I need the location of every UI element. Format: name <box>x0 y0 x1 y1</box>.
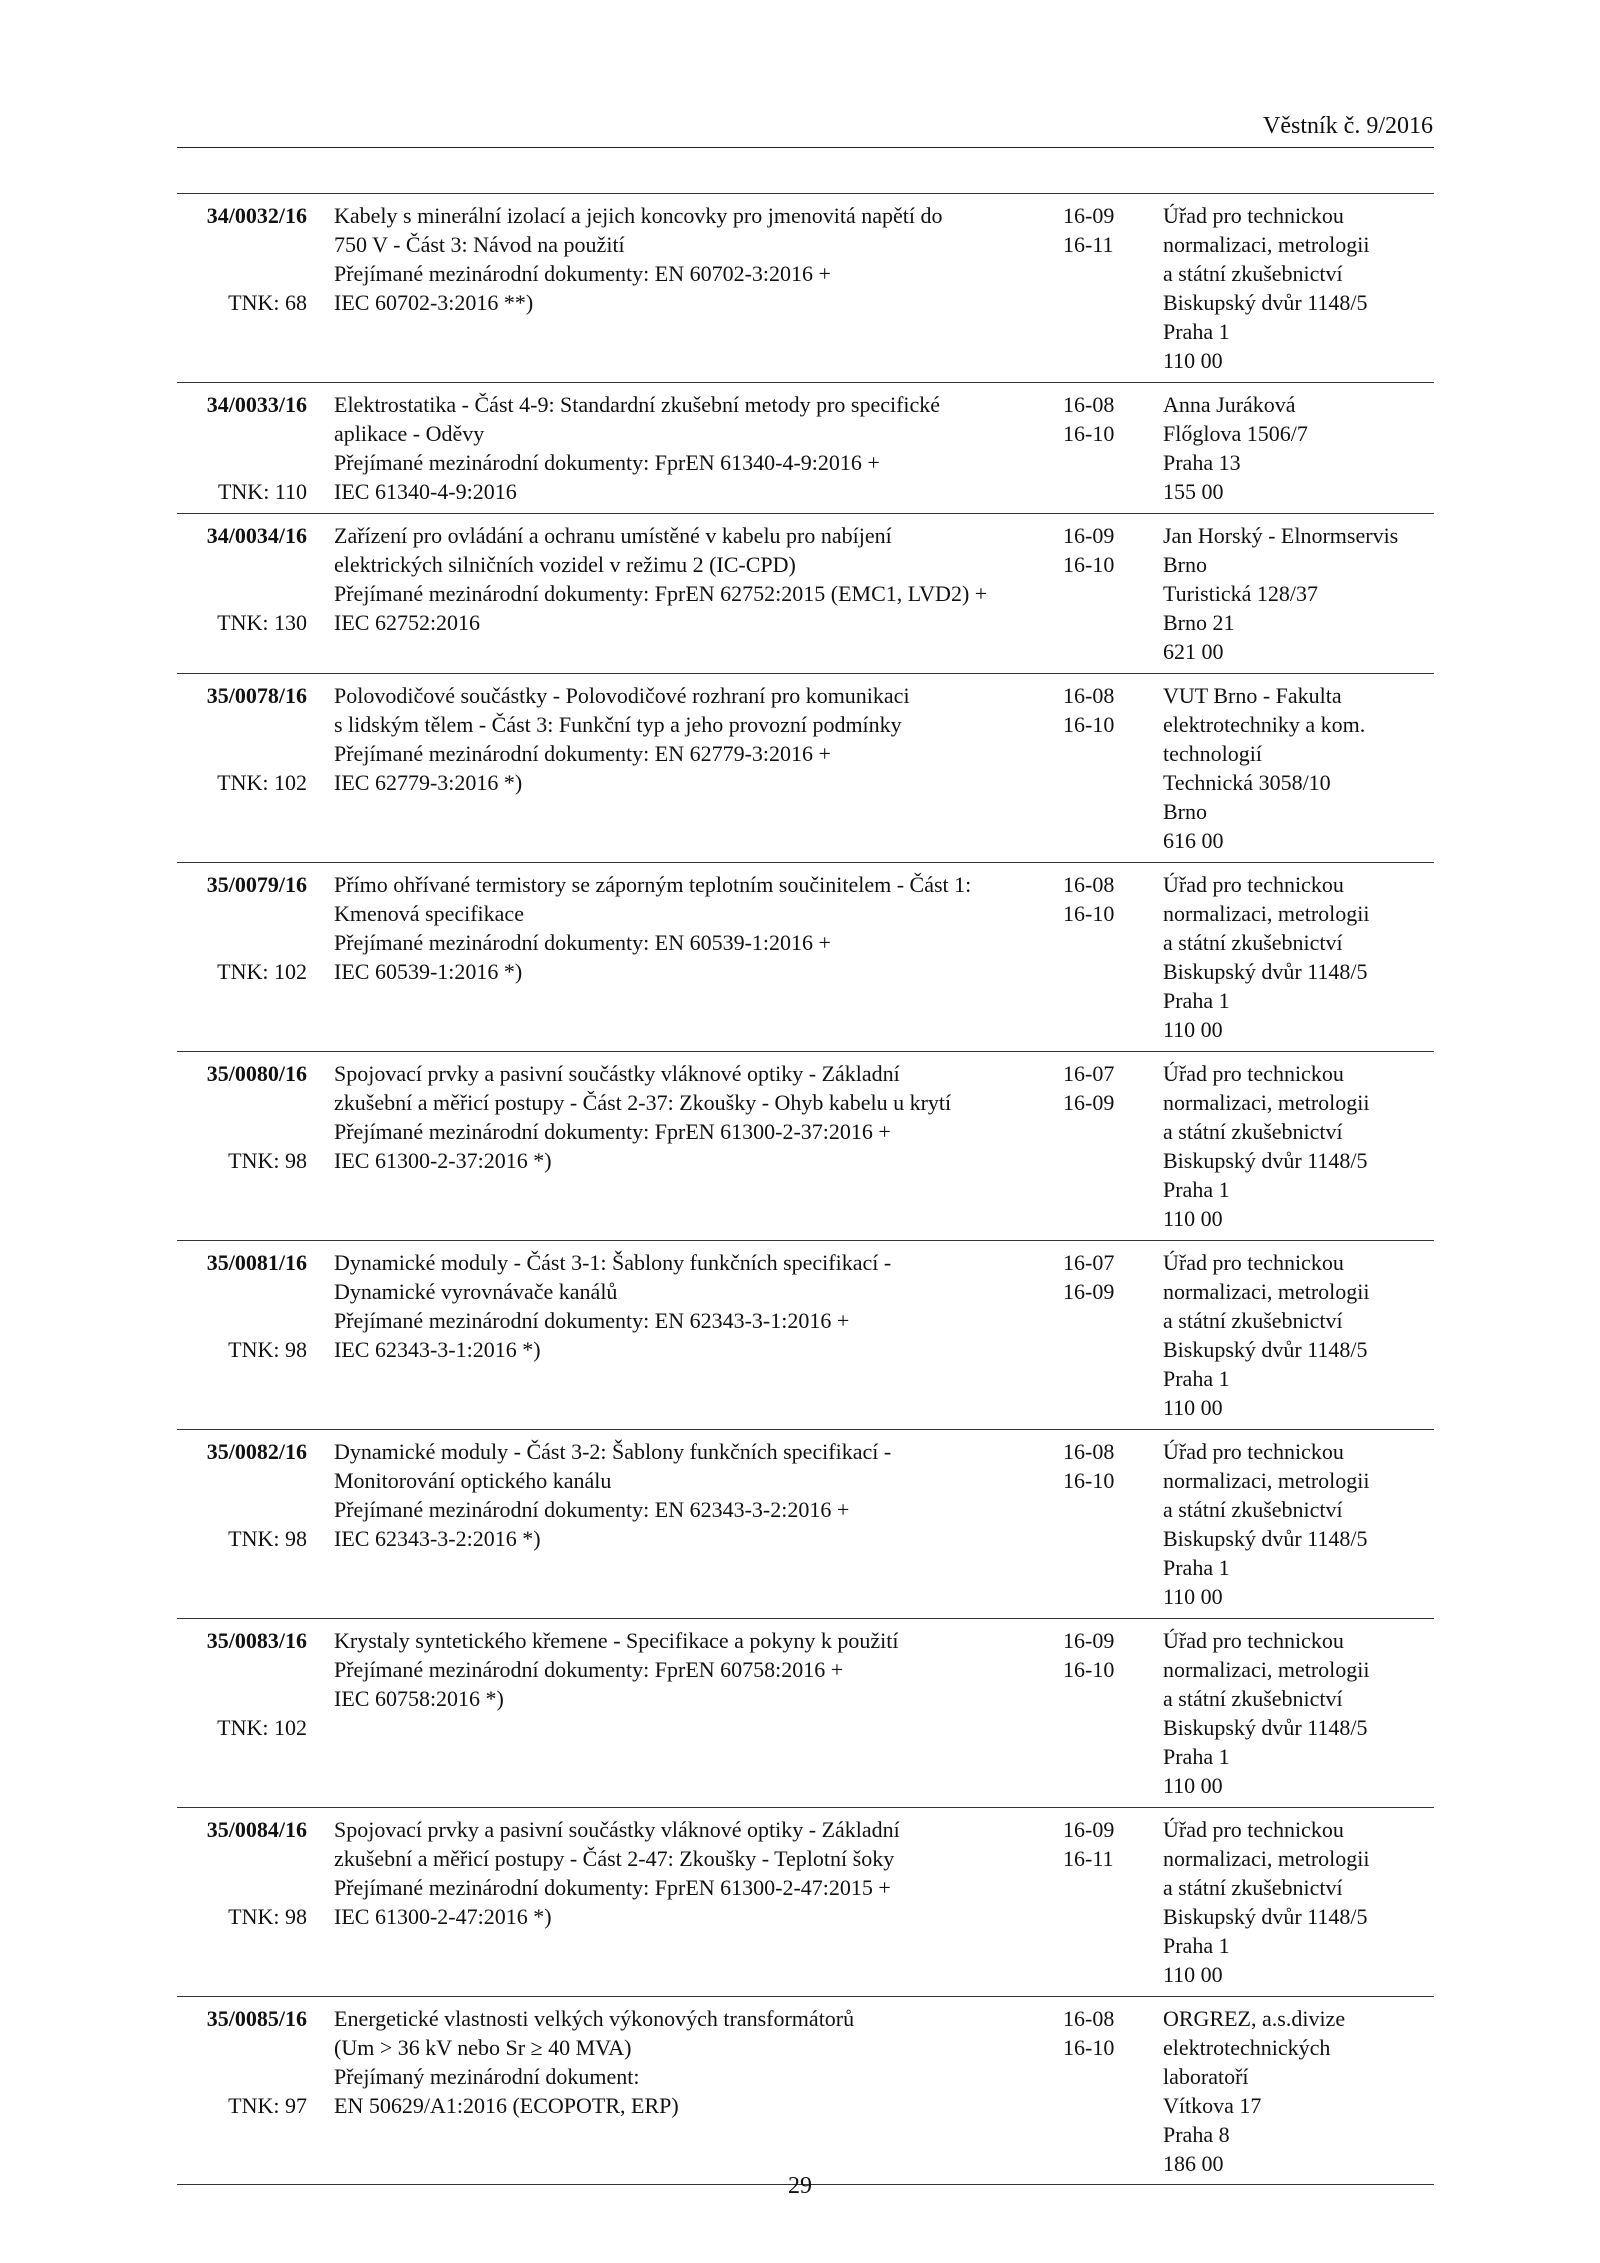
address-line: Technická 3058/10 <box>1163 770 1331 795</box>
address-line: Biskupský dvůr 1148/5 <box>1163 1526 1368 1551</box>
description-line: Spojovací prvky a pasivní součástky vláknové optiky - Základní <box>334 1061 900 1086</box>
record-address <box>1163 1248 1434 1422</box>
address-line: normalizaci, metrologii <box>1163 1468 1370 1493</box>
description-line: Přejímaný mezinárodní dokument: <box>334 2064 640 2089</box>
description-line: Kabely s minerální izolací a jejich koncovky pro jmenovitá napětí do <box>334 203 943 228</box>
description-line: Přejímané mezinárodní dokumenty: FprEN 61340-4-9:2016 + <box>334 450 880 475</box>
address-line: normalizaci, metrologii <box>1163 1090 1370 1115</box>
record-description <box>334 1626 1044 1713</box>
address-line: elektrotechnických <box>1163 2035 1331 2060</box>
address-line: 110 00 <box>1163 1017 1223 1042</box>
record-dates <box>1063 390 1143 448</box>
address-line: normalizaci, metrologii <box>1163 1846 1370 1871</box>
record-description <box>334 201 1044 317</box>
address-line: Biskupský dvůr 1148/5 <box>1163 1715 1368 1740</box>
address-line: 621 00 <box>1163 639 1224 664</box>
address-line: a státní zkušebnictví <box>1163 1119 1343 1144</box>
address-line: Brno <box>1163 799 1207 824</box>
record-address <box>1163 1437 1434 1611</box>
address-line: 616 00 <box>1163 828 1224 853</box>
record-address <box>1163 1059 1434 1233</box>
record-id-column <box>177 1815 307 1929</box>
address-line: 186 00 <box>1163 2151 1224 2176</box>
record-number: 34/0032/16 <box>206 203 307 228</box>
record-number: 34/0033/16 <box>206 392 307 417</box>
description-line: zkušební a měřicí postupy - Část 2-37: Zkoušky - Ohyb kabelu u krytí <box>334 1090 952 1115</box>
record-number: 35/0083/16 <box>206 1628 307 1653</box>
record-dates <box>1063 1437 1143 1495</box>
header-rule <box>177 147 1434 148</box>
date-code: 16-07 <box>1063 1061 1115 1086</box>
address-line: Praha 1 <box>1163 319 1230 344</box>
description-line: Přejímané mezinárodní dokumenty: EN 60702-3:2016 + <box>334 261 831 286</box>
description-line: IEC 61300-2-37:2016 *) <box>334 1148 552 1173</box>
records-table <box>177 193 1434 2185</box>
address-line: Úřad pro technickou <box>1163 1061 1344 1086</box>
record-address <box>1163 390 1434 506</box>
record-dates <box>1063 1815 1143 1873</box>
record-row <box>177 1996 1434 2185</box>
record-id-column <box>177 521 307 635</box>
date-code: 16-08 <box>1063 1439 1115 1464</box>
date-code: 16-08 <box>1063 2006 1115 2031</box>
address-line: Biskupský dvůr 1148/5 <box>1163 290 1368 315</box>
description-line: IEC 62343-3-2:2016 *) <box>334 1526 541 1551</box>
address-line: normalizaci, metrologii <box>1163 1657 1370 1682</box>
description-line: IEC 62343-3-1:2016 *) <box>334 1337 541 1362</box>
record-id-column <box>177 1248 307 1362</box>
address-line: a státní zkušebnictví <box>1163 930 1343 955</box>
record-address <box>1163 201 1434 375</box>
description-line: IEC 60758:2016 *) <box>334 1686 504 1711</box>
address-line: Praha 1 <box>1163 1744 1230 1769</box>
record-dates <box>1063 201 1143 259</box>
address-line: a státní zkušebnictví <box>1163 1308 1343 1333</box>
record-address <box>1163 681 1434 855</box>
description-line: Přímo ohřívané termistory se záporným teplotním součinitelem - Část 1: <box>334 872 972 897</box>
address-line: VUT Brno - Fakulta <box>1163 683 1342 708</box>
address-line: Praha 1 <box>1163 1177 1230 1202</box>
record-number: 35/0080/16 <box>206 1061 307 1086</box>
record-description <box>334 1248 1044 1364</box>
record-dates <box>1063 1248 1143 1306</box>
record-number: 34/0034/16 <box>206 523 307 548</box>
description-line: IEC 60702-3:2016 **) <box>334 290 534 315</box>
description-line: s lidským tělem - Část 3: Funkční typ a jeho provozní podmínky <box>334 712 902 737</box>
date-code: 16-09 <box>1063 1090 1115 1115</box>
date-code: 16-10 <box>1063 901 1115 926</box>
description-line: Přejímané mezinárodní dokumenty: FprEN 60758:2016 + <box>334 1657 844 1682</box>
address-line: a státní zkušebnictví <box>1163 1686 1343 1711</box>
record-address <box>1163 1815 1434 1989</box>
record-address <box>1163 521 1434 666</box>
description-line: (Um > 36 kV nebo Sr ≥ 40 MVA) <box>334 2035 632 2060</box>
address-line: Úřad pro technickou <box>1163 1439 1344 1464</box>
record-id-column <box>177 681 307 795</box>
record-tnk: TNK: 97 <box>228 2093 307 2118</box>
description-line: 750 V - Část 3: Návod na použití <box>334 232 625 257</box>
address-line: normalizaci, metrologii <box>1163 232 1370 257</box>
description-line: Krystaly syntetického křemene - Specifikace a pokyny k použití <box>334 1628 899 1653</box>
record-row <box>177 862 1434 1051</box>
address-line: Brno <box>1163 552 1207 577</box>
record-tnk: TNK: 110 <box>217 479 307 504</box>
description-line: Spojovací prvky a pasivní součástky vláknové optiky - Základní <box>334 1817 900 1842</box>
description-line: EN 50629/A1:2016 (ECOPOTR, ERP) <box>334 2093 679 2118</box>
record-number: 35/0085/16 <box>206 2006 307 2031</box>
description-line: Přejímané mezinárodní dokumenty: EN 60539-1:2016 + <box>334 930 831 955</box>
record-tnk: TNK: 102 <box>217 770 307 795</box>
address-line: a státní zkušebnictví <box>1163 1497 1343 1522</box>
record-tnk: TNK: 98 <box>228 1526 307 1551</box>
record-tnk: TNK: 98 <box>228 1337 307 1362</box>
record-description <box>334 870 1044 986</box>
address-line: Praha 8 <box>1163 2122 1230 2147</box>
description-line: Dynamické moduly - Část 3-2: Šablony funkčních specifikací - <box>334 1439 892 1464</box>
description-line: aplikace - Oděvy <box>334 421 485 446</box>
record-dates <box>1063 1626 1143 1684</box>
journal-title: Věstník č. 9/2016 <box>1263 113 1433 139</box>
description-line: IEC 60539-1:2016 *) <box>334 959 523 984</box>
address-line: 110 00 <box>1163 1962 1223 1987</box>
date-code: 16-08 <box>1063 872 1115 897</box>
record-dates <box>1063 521 1143 579</box>
record-id-column <box>177 201 307 315</box>
address-line: Praha 1 <box>1163 1555 1230 1580</box>
description-line: Energetické vlastnosti velkých výkonových transformátorů <box>334 2006 855 2031</box>
description-line: Elektrostatika - Část 4-9: Standardní zkušební metody pro specifické <box>334 392 941 417</box>
address-line: Praha 1 <box>1163 1366 1230 1391</box>
address-line: Anna Juráková <box>1163 392 1296 417</box>
record-row <box>177 1807 1434 1996</box>
record-tnk: TNK: 102 <box>217 1715 307 1740</box>
description-line: Přejímané mezinárodní dokumenty: EN 62779-3:2016 + <box>334 741 831 766</box>
record-id-column <box>177 390 307 504</box>
date-code: 16-10 <box>1063 1657 1115 1682</box>
record-tnk: TNK: 130 <box>217 610 307 635</box>
address-line: 155 00 <box>1163 479 1224 504</box>
record-row <box>177 1240 1434 1429</box>
address-line: Jan Horský - Elnormservis <box>1163 523 1399 548</box>
description-line: Monitorování optického kanálu <box>334 1468 612 1493</box>
address-line: Vítkova 17 <box>1163 2093 1262 2118</box>
description-line: IEC 62752:2016 <box>334 610 481 635</box>
address-line: a státní zkušebnictví <box>1163 261 1343 286</box>
description-line: Kmenová specifikace <box>334 901 524 926</box>
address-line: a státní zkušebnictví <box>1163 1875 1343 1900</box>
record-address <box>1163 1626 1434 1800</box>
date-code: 16-10 <box>1063 552 1115 577</box>
date-code: 16-10 <box>1063 2035 1115 2060</box>
address-line: ORGREZ, a.s.divize <box>1163 2006 1346 2031</box>
record-description <box>334 1437 1044 1553</box>
address-line: Praha 13 <box>1163 450 1241 475</box>
date-code: 16-08 <box>1063 392 1115 417</box>
address-line: 110 00 <box>1163 1773 1223 1798</box>
address-line: Turistická 128/37 <box>1163 581 1319 606</box>
description-line: Přejímané mezinárodní dokumenty: FprEN 62752:2015 (EMC1, LVD2) + <box>334 581 988 606</box>
description-line: Přejímané mezinárodní dokumenty: EN 62343-3-2:2016 + <box>334 1497 850 1522</box>
record-tnk: TNK: 98 <box>228 1904 307 1929</box>
date-code: 16-11 <box>1063 1846 1114 1871</box>
address-line: 110 00 <box>1163 348 1223 373</box>
record-row <box>177 673 1434 862</box>
address-line: elektrotechniky a kom. <box>1163 712 1366 737</box>
record-tnk: TNK: 98 <box>228 1148 307 1173</box>
address-line: 110 00 <box>1163 1206 1223 1231</box>
record-number: 35/0081/16 <box>206 1250 307 1275</box>
date-code: 16-09 <box>1063 1628 1115 1653</box>
record-id-column <box>177 1437 307 1551</box>
description-line: IEC 62779-3:2016 *) <box>334 770 523 795</box>
description-line: Dynamické vyrovnávače kanálů <box>334 1279 618 1304</box>
record-dates <box>1063 681 1143 739</box>
date-code: 16-11 <box>1063 232 1114 257</box>
description-line: IEC 61300-2-47:2016 *) <box>334 1904 552 1929</box>
address-line: Úřad pro technickou <box>1163 1628 1344 1653</box>
record-address <box>1163 2004 1434 2178</box>
record-description <box>334 681 1044 797</box>
record-number: 35/0084/16 <box>206 1817 307 1842</box>
record-tnk: TNK: 102 <box>217 959 307 984</box>
address-line: normalizaci, metrologii <box>1163 1279 1370 1304</box>
record-number: 35/0078/16 <box>206 683 307 708</box>
description-line: Polovodičové součástky - Polovodičové rozhraní pro komunikaci <box>334 683 910 708</box>
description-line: IEC 61340-4-9:2016 <box>334 479 517 504</box>
address-line: Flőglova 1506/7 <box>1163 421 1308 446</box>
description-line: zkušební a měřicí postupy - Část 2-47: Zkoušky - Teplotní šoky <box>334 1846 895 1871</box>
record-row <box>177 1051 1434 1240</box>
address-line: 110 00 <box>1163 1395 1223 1420</box>
address-line: laboratoří <box>1163 2064 1249 2089</box>
address-line: Úřad pro technickou <box>1163 203 1344 228</box>
record-number: 35/0079/16 <box>206 872 307 897</box>
record-dates <box>1063 1059 1143 1117</box>
record-dates <box>1063 2004 1143 2062</box>
address-line: normalizaci, metrologii <box>1163 901 1370 926</box>
address-line: technologií <box>1163 741 1262 766</box>
description-line: Přejímané mezinárodní dokumenty: FprEN 61300-2-47:2015 + <box>334 1875 891 1900</box>
address-line: Praha 1 <box>1163 988 1230 1013</box>
description-line: Přejímané mezinárodní dokumenty: EN 62343-3-1:2016 + <box>334 1308 850 1333</box>
date-code: 16-07 <box>1063 1250 1115 1275</box>
page-number: 29 <box>788 2173 812 2199</box>
record-row <box>177 382 1434 513</box>
record-id-column <box>177 2004 307 2118</box>
record-row <box>177 513 1434 673</box>
record-id-column <box>177 1626 307 1740</box>
address-line: Úřad pro technickou <box>1163 1817 1344 1842</box>
date-code: 16-08 <box>1063 683 1115 708</box>
date-code: 16-09 <box>1063 1817 1115 1842</box>
record-row <box>177 1429 1434 1618</box>
address-line: Biskupský dvůr 1148/5 <box>1163 959 1368 984</box>
address-line: Biskupský dvůr 1148/5 <box>1163 1904 1368 1929</box>
record-description <box>334 1815 1044 1931</box>
record-description <box>334 1059 1044 1175</box>
date-code: 16-09 <box>1063 203 1115 228</box>
address-line: Brno 21 <box>1163 610 1235 635</box>
address-line: Praha 1 <box>1163 1933 1230 1958</box>
description-line: elektrických silničních vozidel v režimu 2 (IC-CPD) <box>334 552 796 577</box>
record-description <box>334 521 1044 637</box>
date-code: 16-10 <box>1063 712 1115 737</box>
record-row <box>177 193 1434 382</box>
record-dates <box>1063 870 1143 928</box>
date-code: 16-09 <box>1063 1279 1115 1304</box>
description-line: Zařízení pro ovládání a ochranu umístěné v kabelu pro nabíjení <box>334 523 892 548</box>
record-description <box>334 390 1044 506</box>
record-address <box>1163 870 1434 1044</box>
record-id-column <box>177 1059 307 1173</box>
address-line: Biskupský dvůr 1148/5 <box>1163 1148 1368 1173</box>
address-line: Úřad pro technickou <box>1163 872 1344 897</box>
date-code: 16-10 <box>1063 421 1115 446</box>
description-line: Dynamické moduly - Část 3-1: Šablony funkčních specifikací - <box>334 1250 892 1275</box>
address-line: Biskupský dvůr 1148/5 <box>1163 1337 1368 1362</box>
date-code: 16-09 <box>1063 523 1115 548</box>
record-row <box>177 1618 1434 1807</box>
address-line: 110 00 <box>1163 1584 1223 1609</box>
record-tnk: TNK: 68 <box>228 290 307 315</box>
date-code: 16-10 <box>1063 1468 1115 1493</box>
address-line: Úřad pro technickou <box>1163 1250 1344 1275</box>
record-number: 35/0082/16 <box>206 1439 307 1464</box>
description-line: Přejímané mezinárodní dokumenty: FprEN 61300-2-37:2016 + <box>334 1119 891 1144</box>
record-id-column <box>177 870 307 984</box>
record-description <box>334 2004 1044 2120</box>
